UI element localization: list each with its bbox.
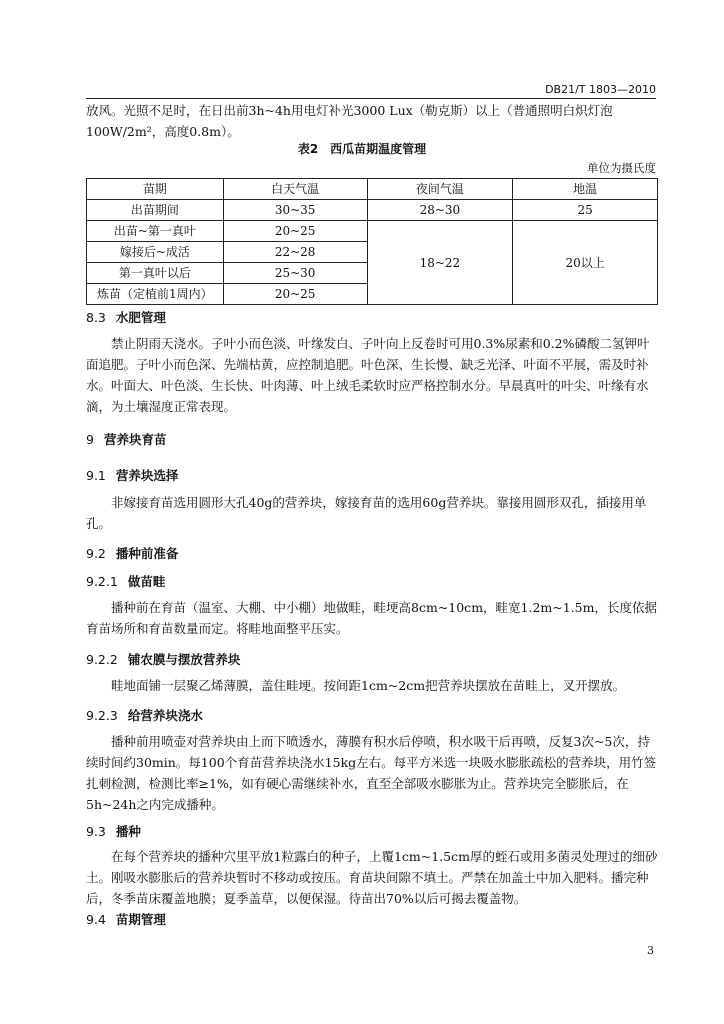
section-title: 水肥管理 [115,310,166,325]
section-number: 9.3 [86,824,106,839]
section-heading [86,466,178,484]
table-cell: 嫁接后~成活 [87,242,224,263]
temperature-table [86,178,658,305]
table-cell: 22~28 [223,242,367,263]
table-header-cell: 白天气温 [223,179,367,200]
section-title: 给营养块浇水 [127,708,203,723]
section-title: 营养块选择 [115,468,179,483]
intro-paragraph: 放风。光照不足时，在日出前3h~4h用电灯补光3000 Lux（勒克斯）以上（普通照明白炽灯泡100W/2m²，高度0.8m）。 [86,103,613,139]
section-number: 8.3 [86,310,106,325]
section-number: 9.4 [86,912,106,927]
section-title: 播种前准备 [115,546,179,561]
section-heading [86,910,166,928]
table-title: 表2 西瓜苗期温度管理 [297,142,427,156]
page-number: 3 [647,944,654,957]
paragraph: 禁止阴雨天浇水。子叶小而色淡、叶缘发白、子叶向上反卷时可用0.3%尿素和0.2%磷酸二氢钾叶面追肥。子叶小而色深、先端枯黄，应控制追肥。叶色深、生长慢、缺乏光泽、叶面不平展，需及时补水。叶面大、叶色淡、生长快、叶肉薄、叶上绒毛柔软时应严格控制水分。早晨真叶的叶尖、叶缘有水滴，为土壤湿度正常表现。 [86,336,650,414]
table-header-cell: 夜间气温 [367,179,513,200]
table-cell: 第一真叶以后 [87,263,224,284]
table-cell: 20~25 [223,284,367,305]
paragraph: 畦地面铺一层聚乙烯薄膜，盖住畦埂。按间距1cm~2cm把营养块摆放在苗畦上，叉开摆放。 [111,678,626,693]
section-heading [86,572,165,590]
section-heading [86,430,166,448]
section-title: 苗期管理 [115,912,166,927]
table-header-cell: 苗期 [87,179,224,200]
section-number: 9 [86,432,94,447]
paragraph: 播种前在育苗（温室、大棚、中小棚）地做畦，畦埂高8cm~10cm，畦宽1.2m~1.5m，长度依据育苗场所和育苗数量而定。将畦地面整平压实。 [86,600,657,636]
table-cell: 出苗~第一真叶 [87,221,224,242]
section-heading [86,706,203,724]
section-number: 9.2.1 [86,574,118,589]
table-unit: 单位为摄氏度 [587,161,656,175]
section-number: 9.1 [86,468,106,483]
section-number: 9.2.3 [86,708,118,723]
table-cell: 25~30 [223,263,367,284]
paragraph: 在每个营养块的播种穴里平放1粒露白的种子，上覆1cm~1.5cm厚的蛭石或用多菌灵处理过的细砂土。刚吸水膨胀后的营养块暂时不移动或按压。育苗块间隙不填土。严禁在加盖土中加入肥料。播完种后，冬季苗床覆盖地膜；夏季盖草，以便保湿。待苗出70%以后可揭去覆盖物。 [86,849,658,906]
table-cell: 30~35 [223,200,367,221]
table-row [87,200,658,221]
table-header-row [87,179,658,200]
section-title: 铺农膜与摆放营养块 [127,652,241,667]
table-cell-merged-soil: 20以上 [513,221,658,305]
paragraph: 播种前用喷壶对营养块由上而下喷透水，薄膜有积水后停喷，积水吸干后再喷，反复3次~5次，持续时间约30min。每100个育苗营养块浇水15kg左右。每平方米选一块吸水膨胀疏松的营养块，用竹签扎刺检测，检测比率≥1%，如有硬心需继续补水，直至全部吸水膨胀为止。营养块完全膨胀后，在5h~24h之内完成播种。 [86,734,657,812]
section-heading [86,308,166,326]
table-cell: 28~30 [367,200,513,221]
section-title: 营养块育苗 [103,432,167,447]
table-cell: 20~25 [223,221,367,242]
table-header-cell: 地温 [513,179,658,200]
section-heading [86,822,141,840]
section-heading [86,544,178,562]
table-cell: 炼苗（定植前1周内） [87,284,224,305]
section-number: 9.2.2 [86,652,118,667]
section-heading [86,650,240,668]
section-title: 播种 [115,824,141,839]
table-cell: 出苗期间 [87,200,224,221]
standard-code: DB21/T 1803—2010 [545,83,656,96]
header-divider [86,98,656,99]
table-cell: 25 [513,200,658,221]
table-cell-merged-night: 18~22 [367,221,513,305]
section-title: 做苗畦 [127,574,166,589]
section-number: 9.2 [86,546,106,561]
table-row [87,221,658,242]
paragraph: 非嫁接育苗选用圆形大孔40g的营养块，嫁接育苗的选用60g营养块。靠接用圆形双孔，插接用单孔。 [86,495,647,531]
